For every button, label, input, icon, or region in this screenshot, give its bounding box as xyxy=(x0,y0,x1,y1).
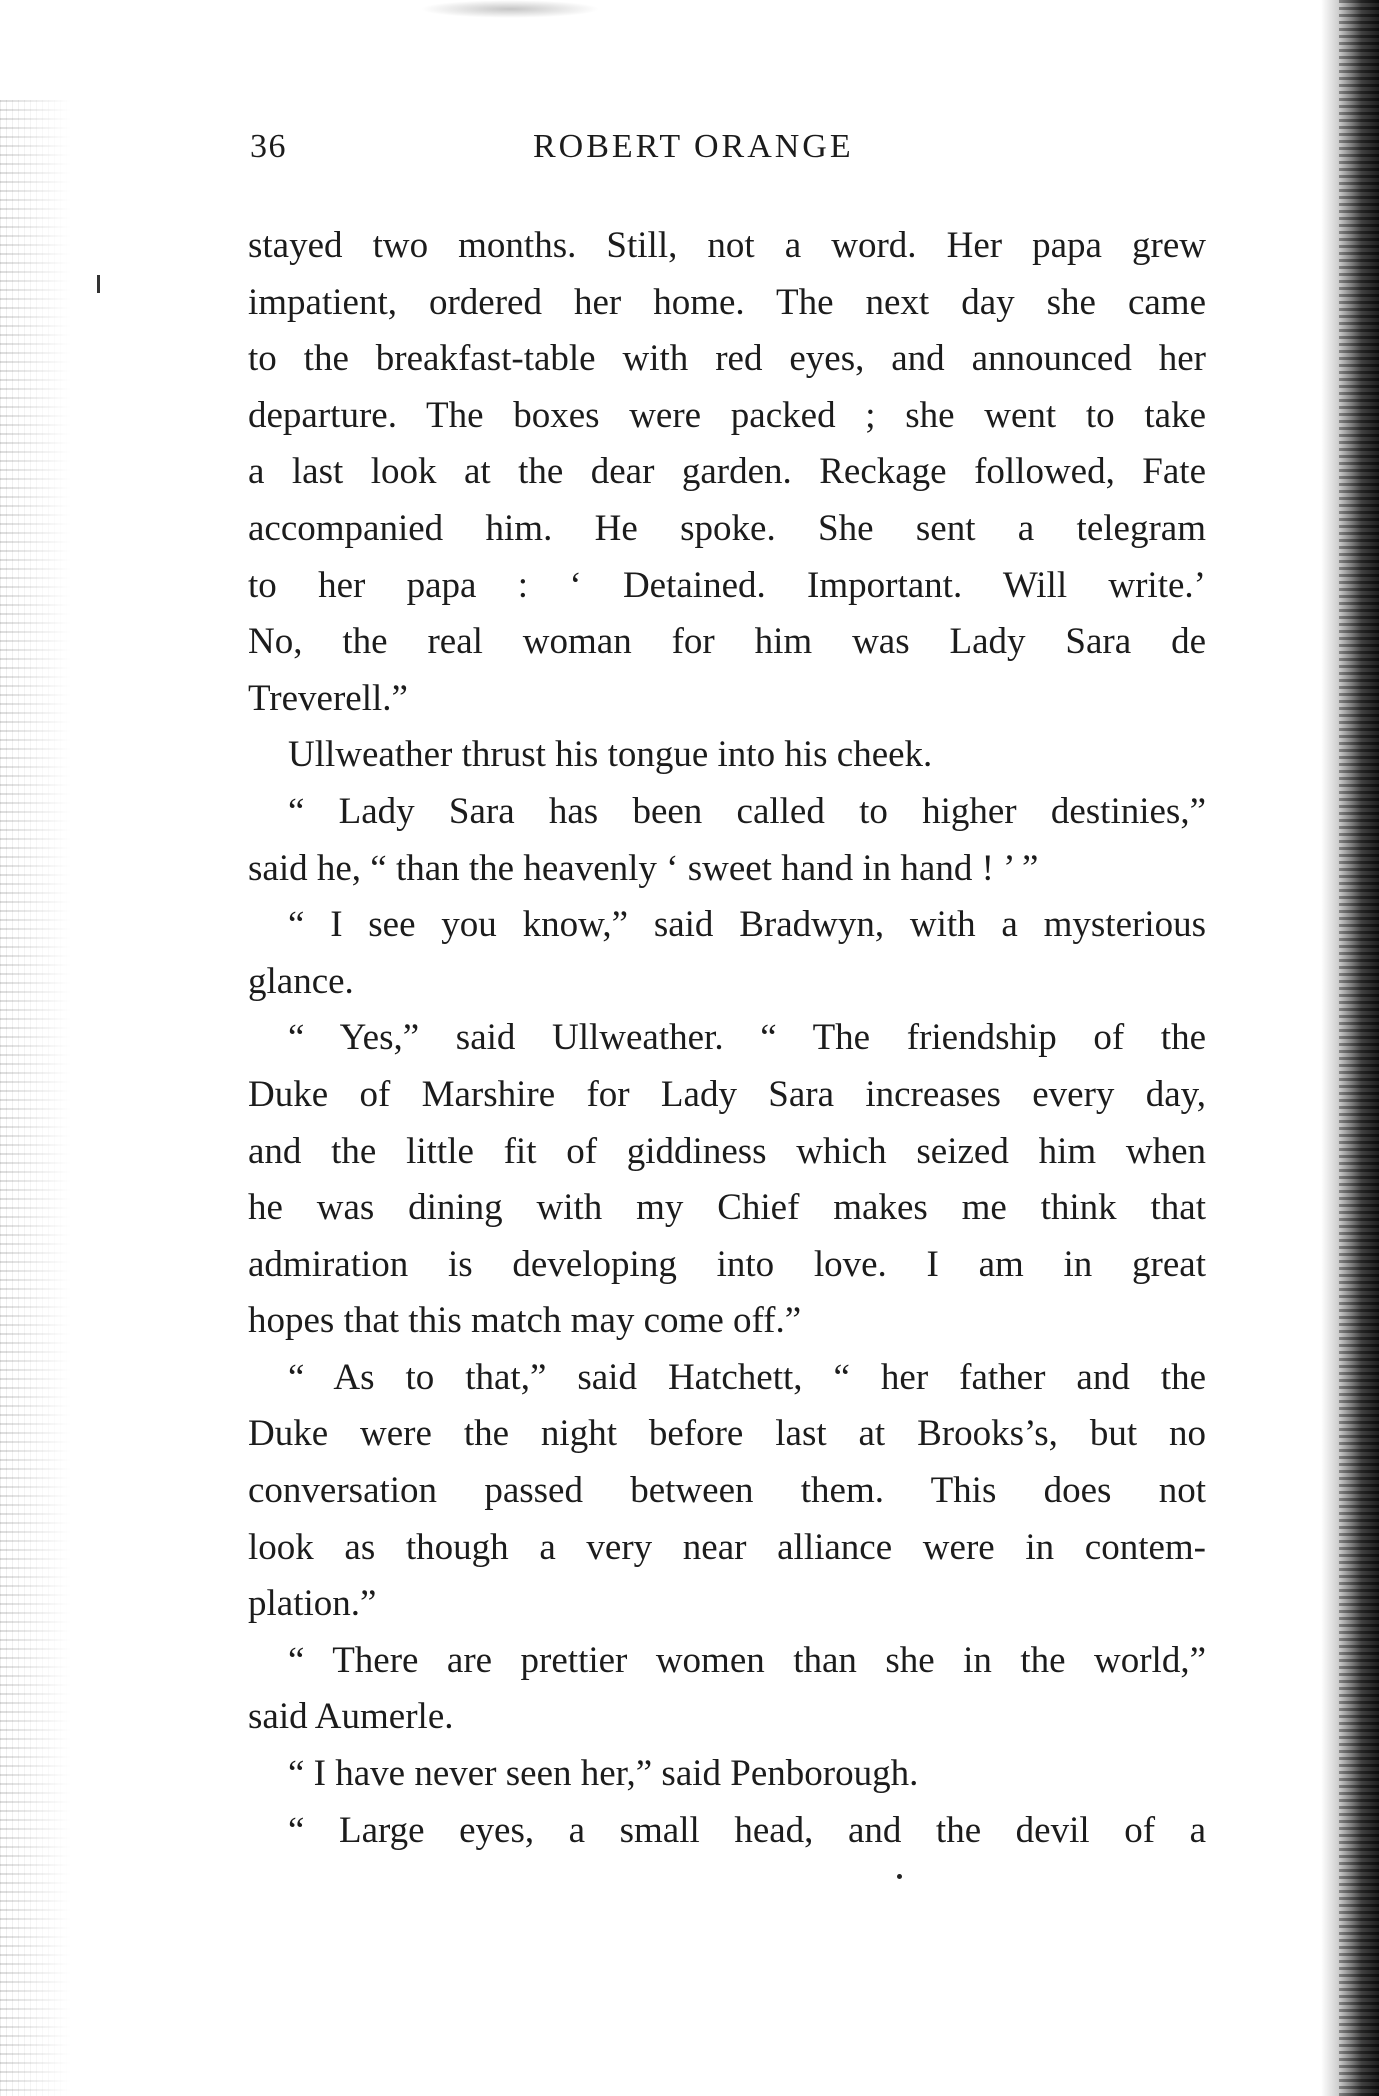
text-line: to the breakfast-table with red eyes, and announced her xyxy=(248,338,1206,380)
text-line: Duke of Marshire for Lady Sara increases every day, xyxy=(248,1073,1206,1115)
text-line: “ As to that,” said Hatchett, “ her father and the xyxy=(288,1356,1206,1398)
text-line: stayed two months. Still, not a word. Her papa grew xyxy=(248,225,1206,266)
text-line: glance. xyxy=(248,960,354,1002)
page-header xyxy=(250,128,1210,178)
stray-ink-mark xyxy=(97,275,100,293)
scan-right-edge-texture xyxy=(1339,0,1379,2096)
text-line: Treverell.” xyxy=(248,677,408,719)
text-line: impatient, ordered her home. The next day she came xyxy=(248,281,1206,323)
text-line: he was dining with my Chief makes me think that xyxy=(248,1187,1206,1229)
text-line: plation.” xyxy=(248,1583,377,1625)
text-line: departure. The boxes were packed ; she went to take xyxy=(248,394,1206,436)
stray-ink-dot xyxy=(897,1874,902,1879)
text-line: look as though a very near alliance were in contem- xyxy=(248,1526,1206,1568)
text-line: and the little fit of giddiness which seized him when xyxy=(248,1130,1206,1172)
text-line: Ullweather thrust his tongue into his cheek. xyxy=(288,734,933,776)
text-line: a last look at the dear garden. Reckage followed, Fate xyxy=(248,451,1206,493)
text-line: “ Yes,” said Ullweather. “ The friendship of the xyxy=(288,1017,1206,1059)
text-line: “ I see you know,” said Bradwyn, with a mysterious xyxy=(288,904,1206,946)
text-line: hopes that this match may come off.” xyxy=(248,1300,802,1342)
page-number: 36 xyxy=(250,128,287,165)
text-line: admiration is developing into love. I am in great xyxy=(248,1243,1206,1285)
text-line: “ Large eyes, a small head, and the devil of a xyxy=(288,1809,1206,1851)
scan-left-edge-speckle xyxy=(0,100,70,2096)
running-title: ROBERT ORANGE xyxy=(533,128,854,165)
text-line: to her papa : ‘ Detained. Important. Will write.’ xyxy=(248,564,1206,606)
body-text xyxy=(248,218,1206,1859)
text-line: said Aumerle. xyxy=(248,1696,454,1738)
text-line: said he, “ than the heavenly ‘ sweet hand in hand ! ’ ” xyxy=(248,847,1039,889)
text-line: conversation passed between them. This does not xyxy=(248,1470,1206,1512)
text-line: accompanied him. He spoke. She sent a telegram xyxy=(248,507,1206,549)
text-line: “ I have never seen her,” said Penborough. xyxy=(288,1753,919,1795)
text-line: “ Lady Sara has been called to higher destinies,” xyxy=(288,790,1206,832)
text-line: No, the real woman for him was Lady Sara de xyxy=(248,621,1206,663)
scan-top-smudge xyxy=(420,0,600,18)
text-line: Duke were the night before last at Brooks’s, but no xyxy=(248,1413,1206,1455)
text-line: “ There are prettier women than she in the world,” xyxy=(288,1639,1206,1681)
